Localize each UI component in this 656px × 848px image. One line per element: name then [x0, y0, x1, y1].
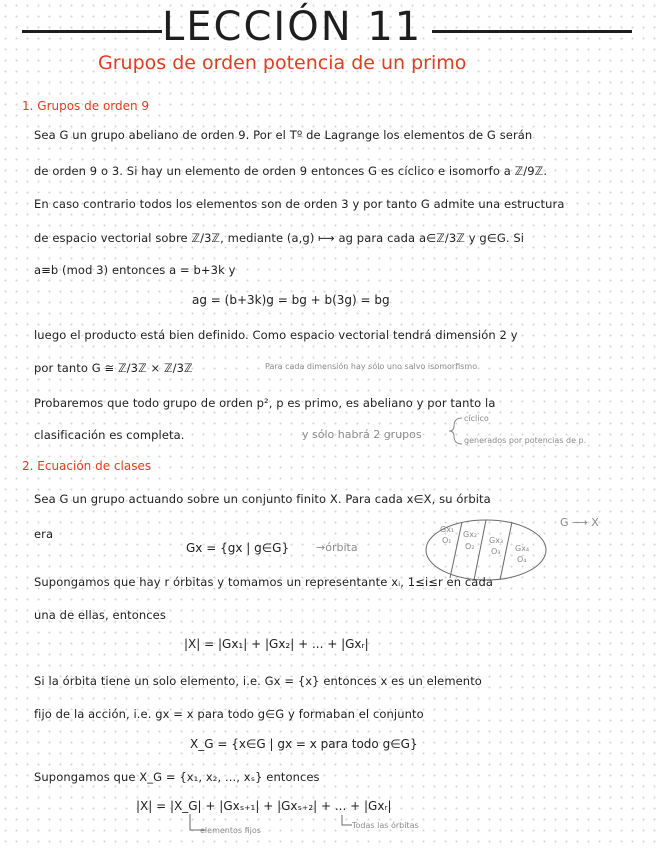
- diagram-map-label: G ⟶ X: [560, 516, 599, 529]
- s1-line-6: luego el producto está bien definido. Como espacio vectorial tendrá dimensión 2 y: [34, 328, 518, 342]
- diagram-label-o1: O₁: [442, 536, 452, 545]
- diagram-label-o2: O₂: [465, 542, 475, 551]
- s1-formula: ag = (b+3k)g = bg + b(3g) = bg: [192, 293, 390, 307]
- s1-line-1: Sea G un grupo abeliano de orden 9. Por el Tº de Lagrange los elementos de G serán: [34, 128, 533, 142]
- s2-line-4: una de ellas, entonces: [34, 608, 166, 622]
- s2-line-7: Supongamos que X_G = {x₁, x₂, ..., xₛ} entonces: [34, 770, 320, 784]
- brace-top-label: cíclico: [464, 414, 489, 423]
- s2-orbit-label: →órbita: [316, 541, 358, 554]
- s2-formula-4: |X| = |X_G| + |Gxₛ₊₁| + |Gxₛ₊₂| + ... + |Gxᵣ|: [136, 799, 392, 813]
- s2-line-1: Sea G un grupo actuando sobre un conjunto finito X. Para cada x∈X, su órbita: [34, 492, 491, 506]
- s2-line-3: Supongamos que hay r órbitas y tomamos un representante xᵢ, 1≤i≤r en cada: [34, 575, 493, 589]
- title-rule-left: [22, 30, 162, 33]
- title-rule-right: [432, 30, 632, 33]
- s1-line-9: clasificación es completa.: [34, 428, 185, 442]
- page-title: LECCIÓN 11: [162, 4, 423, 50]
- diagram-label-o4: O₄: [517, 555, 527, 564]
- diagram-label-o3: O₃: [491, 547, 501, 556]
- s2-line-2: era: [34, 527, 54, 541]
- s1-line-8: Probaremos que todo grupo de orden p², p es primo, es abeliano y por tanto la: [34, 396, 496, 410]
- label-fixed-elements: elementos fijos: [200, 826, 261, 835]
- s2-formula-2: |X| = |Gx₁| + |Gx₂| + ... + |Gxᵣ|: [184, 637, 369, 651]
- s2-line-6: fijo de la acción, i.e. gx = x para todo g∈G y formaban el conjunto: [34, 707, 424, 721]
- diagram-label-gx4: Gx₄: [515, 544, 530, 553]
- s2-orbit-formula: Gx = {gx | g∈G}: [186, 541, 290, 555]
- s2-line-5: Si la órbita tiene un solo elemento, i.e. Gx = {x} entonces x es un elemento: [34, 674, 482, 688]
- s1-line-2: de orden 9 o 3. Si hay un elemento de orden 9 entonces G es cíclico e isomorfo a ℤ/9ℤ.: [34, 164, 548, 178]
- brace-bottom-label: generados por potencias de p.: [464, 436, 587, 445]
- s1-line-3: En caso contrario todos los elementos son de orden 3 y por tanto G admite una estructura: [34, 197, 565, 211]
- page-subtitle: Grupos de orden potencia de un primo: [98, 52, 467, 74]
- diagram-label-gx1: Gx₁: [440, 525, 455, 534]
- label-all-orbits: Todas las órbitas: [352, 821, 419, 830]
- s1-line-7: por tanto G ≅ ℤ/3ℤ × ℤ/3ℤ: [34, 361, 193, 375]
- s2-formula-3: X_G = {x∈G | gx = x para todo g∈G}: [190, 737, 418, 751]
- s1-line-5: a≡b (mod 3) entonces a = b+3k y: [34, 263, 236, 277]
- s1-line-4: de espacio vectorial sobre ℤ/3ℤ, mediante (a,g) ⟼ ag para cada a∈ℤ/3ℤ y g∈G. Si: [34, 231, 525, 245]
- diagram-label-gx3: Gx₃: [489, 536, 504, 545]
- s1-note-dimension: Para cada dimensión hay sólo uno salvo isomorfismo: [265, 362, 478, 371]
- section2-heading: 2. Ecuación de clases: [22, 459, 152, 473]
- diagram-label-gx2: Gx₂: [463, 530, 478, 539]
- s1-note-two-groups: y sólo habrá 2 grupos: [302, 428, 422, 441]
- section1-heading: 1. Grupos de orden 9: [22, 99, 150, 113]
